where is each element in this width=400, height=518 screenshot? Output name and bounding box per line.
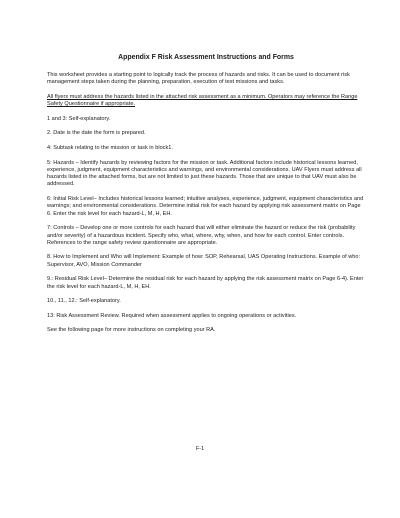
document-body (47, 54, 365, 342)
instruction-item-2: 2. Date is the date the form is prepared. (47, 130, 146, 137)
instruction-item-6: 6: Initial Risk Level– Includes historical lessons learned; intuitive analyses, experience, judgment, equipment characteristics and warnings; and environmental considerations. Determine initial risk for each hazard by applying risk assessment matrix on Page 6. Enter the risk level for each hazard-L, M, H, EH. (47, 196, 364, 217)
instruction-item-7: 7: Controls – Develop one or more controls for each hazard that will either eliminate the hazard or reduce the risk (probability and/or severity) of a hazardous incident. Specify who, what, where, why, when, and how for each control. Enter controls. References to the range safety review questionnaire are appropriate. (47, 225, 356, 246)
page-number: F-1 (195, 446, 205, 452)
intro-paragraph: This worksheet provides a starting point to logically track the process of hazards and risks. It can be used to document risk management steps taken during the planning, preparation, execution of test missions and tasks. (47, 72, 350, 86)
instruction-item-9: 9.: Residual Risk Level– Determine the residual risk for each hazard by applying the risk assessment matrix on Page 6-4). Enter the risk level for each hazard-L, M, H, EH. (47, 276, 364, 290)
closing-paragraph: See the following page for more instructions on completing your RA. (47, 327, 216, 334)
instruction-item-4: 4: Subtask relating to the mission or task in block1. (47, 144, 173, 151)
flyers-requirement-paragraph: All flyers must address the hazards listed in the attached risk assessment as a minimum. Operators may reference the Range Safety Questionnaire if appropriate. (47, 93, 358, 108)
instruction-item-1-3: 1 and 3: Self-explanatory. (47, 115, 111, 122)
instruction-item-8: 8. How to Implement and Who will Implement: Example of how: SOP, Rehearsal, UAS Operating Instructions. Example of who: Supervisor, AVO, Mission Commander (47, 254, 361, 268)
page-title: Appendix F Risk Assessment Instructions and Forms (118, 54, 294, 61)
instruction-item-10-12: 10., 11., 12.: Self-explanatory. (47, 298, 121, 305)
instruction-item-13: 13: Risk Assessment Review. Required when assessment applies to ongoing operations or activities. (47, 312, 297, 319)
instruction-item-5: 5: Hazards – Identify hazards by reviewing factors for the mission or task. Additional factors include historical lessons learned, experience, judgment, equipment characteristics and warnings, and environmental considerations. UAV Flyers must address all hazards listed in the attached forms, but are not limited to just these hazards. Those that are unique to that UAV must also be addressed. (47, 159, 362, 188)
